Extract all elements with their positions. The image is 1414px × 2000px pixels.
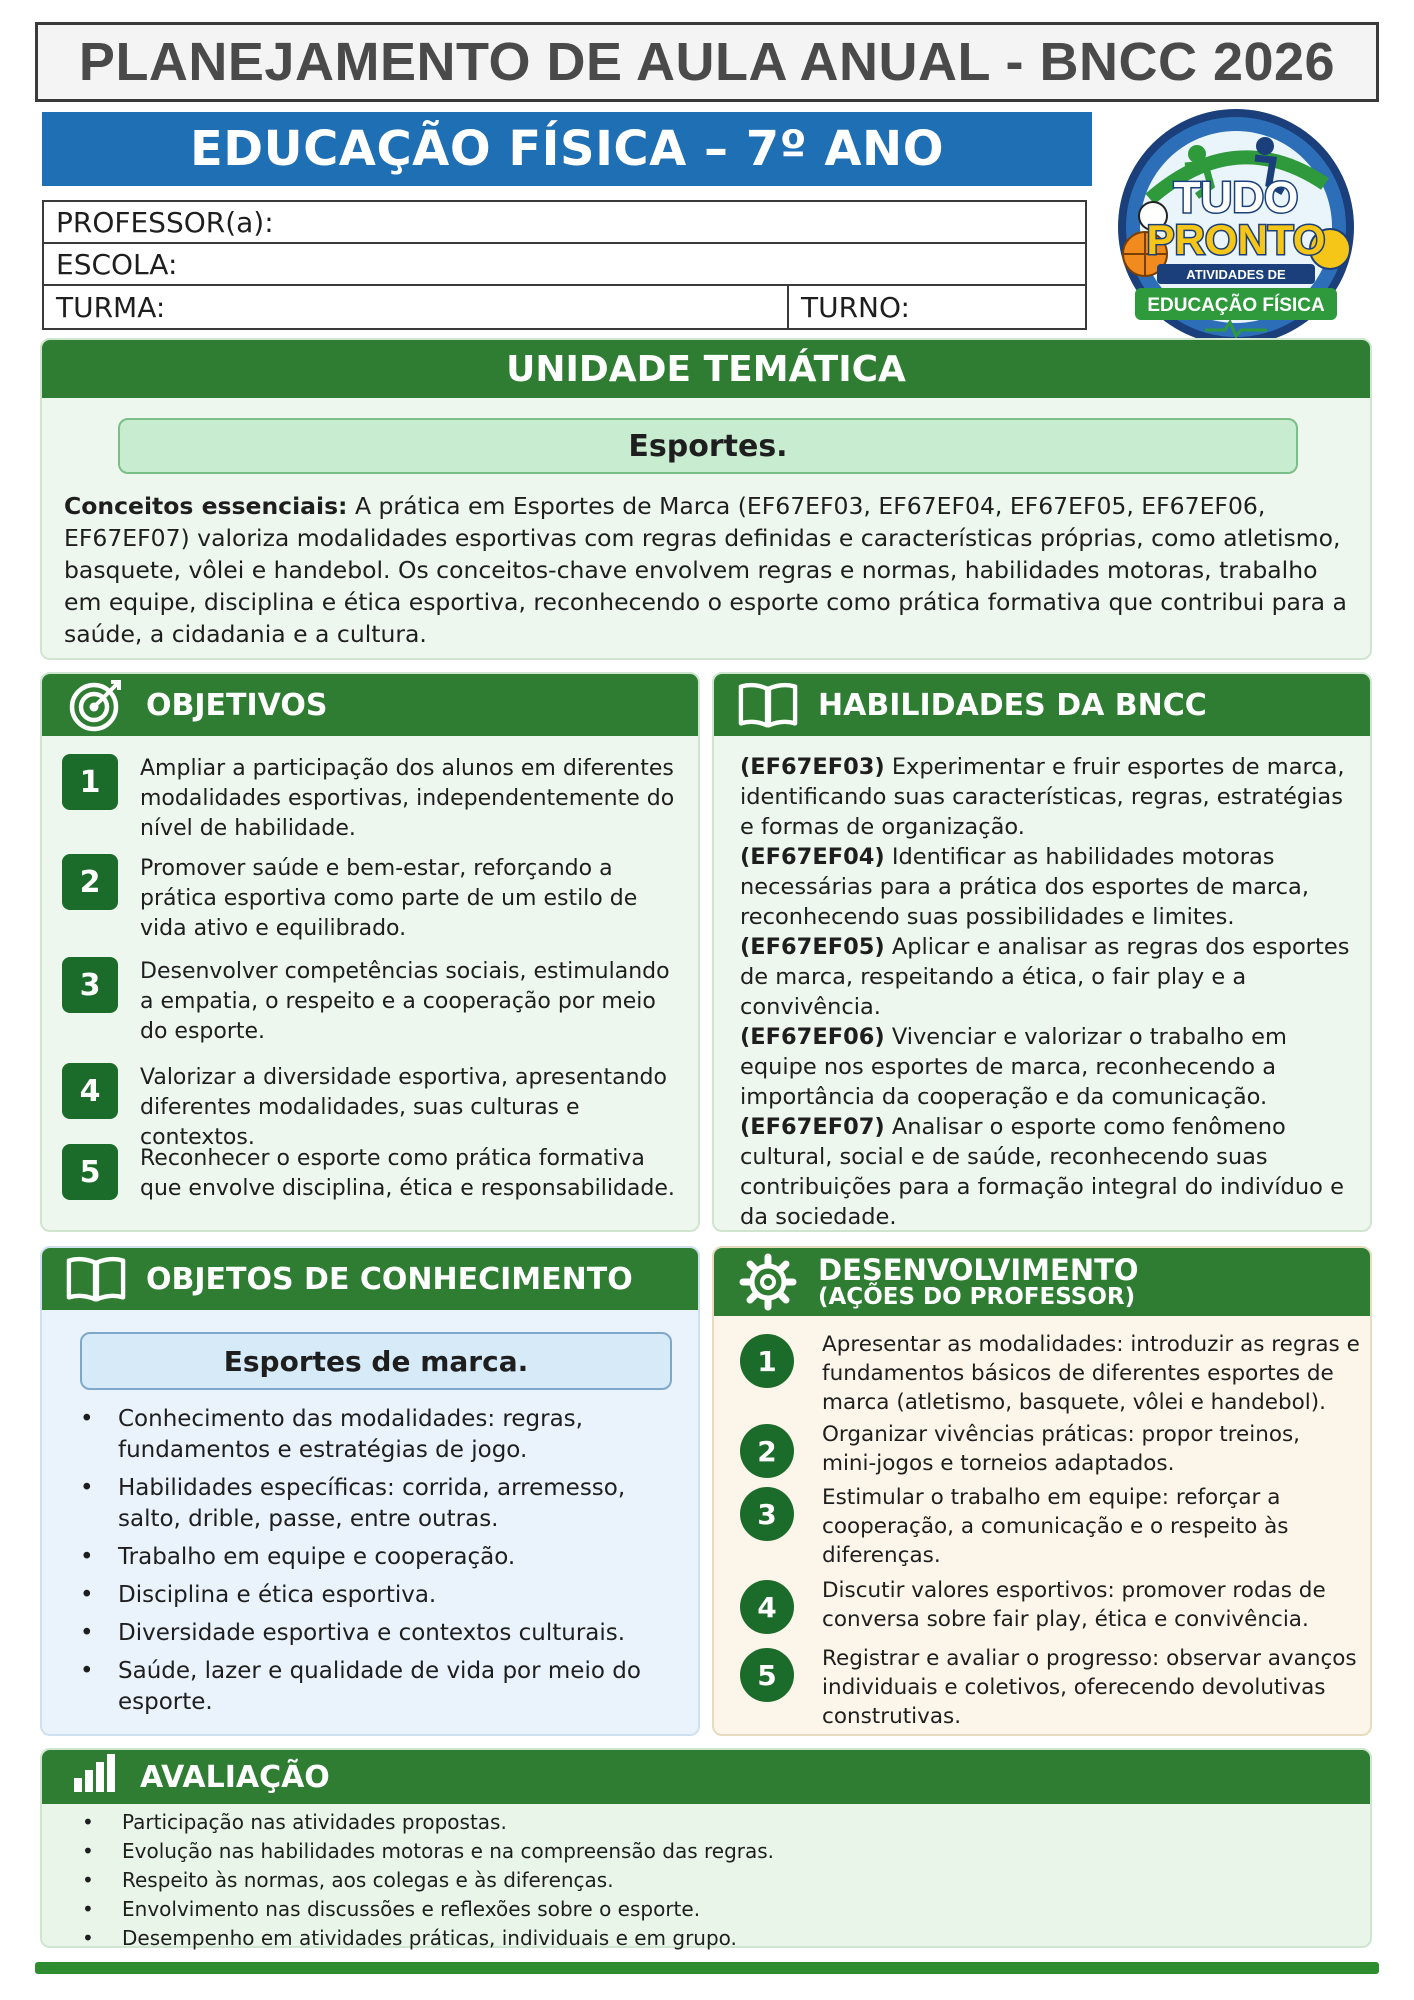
logo-line1: TUDO — [1173, 173, 1299, 222]
open-book-icon — [66, 1249, 126, 1309]
objetivo-number: 1 — [62, 754, 118, 810]
list-item: • Conhecimento das modalidades: regras, fundamentos e estratégias de jogo. — [80, 1404, 680, 1466]
desenvolvimento-text: Discutir valores esportivos: promover rodas de conversa sobre fair play, ética e convivência. — [822, 1578, 1326, 1632]
desenvolvimento-text: Estimular o trabalho em equipe: reforçar a cooperação, a comunicação e o respeito às diferenças. — [822, 1485, 1289, 1568]
list-item: • Saúde, lazer e qualidade de vida por meio do esporte. — [80, 1656, 680, 1718]
objetivo-number: 5 — [62, 1144, 118, 1200]
habilidade-item — [740, 1112, 1360, 1232]
desenvolvimento-section — [712, 1246, 1372, 1736]
list-item: • Respeito às normas, aos colegas e às diferenças. — [82, 1866, 1282, 1895]
habilidades-list — [740, 752, 1360, 1232]
list-item: • Diversidade esportiva e contextos culturais. — [80, 1618, 680, 1649]
habilidade-item — [740, 842, 1360, 932]
desenvolvimento-number: 1 — [740, 1334, 794, 1388]
page-title: PLANEJAMENTO DE AULA ANUAL - BNCC 2026 — [35, 22, 1379, 102]
list-item: • Disciplina e ética esportiva. — [80, 1580, 680, 1611]
objetivo-item — [62, 754, 687, 844]
habilidade-code: (EF67EF06) — [740, 1024, 885, 1050]
conceitos-text: A prática em Esportes de Marca (EF67EF03, EF67EF04, EF67EF05, EF67EF06, EF67EF07) valoriza modalidades esportivas com regras definidas e características próprias, como atletismo, basquete, vôlei e handebol. Os conceitos-chave envolvem regras e normas, habilidades motoras, trabalho em equipe, disciplina e ética esportiva, reconhecendo o esporte como prática formativa que contribui para a saúde, a cidadania e a cultura. — [64, 492, 1347, 648]
desenvolvimento-item — [740, 1576, 1360, 1634]
list-item: • Trabalho em equipe e cooperação. — [80, 1542, 680, 1573]
escola-field[interactable]: ESCOLA: — [44, 244, 1085, 286]
avaliacao-list — [82, 1808, 1282, 1953]
unidade-header: UNIDADE TEMÁTICA — [42, 340, 1370, 398]
objetivos-header — [42, 674, 698, 736]
habilidades-section — [712, 672, 1372, 1232]
desenvolvimento-header — [714, 1248, 1370, 1316]
habilidade-text: Identificar as habilidades motoras necessárias para a prática dos esportes de marca, reconhecendo suas possibilidades e limites. — [740, 844, 1309, 930]
avaliacao-title: AVALIAÇÃO — [140, 1759, 330, 1795]
habilidades-header — [714, 674, 1370, 736]
desenvolvimento-number: 3 — [740, 1487, 794, 1541]
list-item: • Participação nas atividades propostas. — [82, 1808, 1282, 1837]
conceitos-label: Conceitos essenciais: — [64, 492, 348, 520]
desenvolvimento-number: 2 — [740, 1424, 794, 1478]
logo-line4: EDUCAÇÃO FÍSICA — [1147, 295, 1325, 316]
desenvolvimento-text: Registrar e avaliar o progresso: observar avanços individuais e coletivos, oferecendo devolutivas construtivas. — [822, 1646, 1357, 1729]
objetivo-item — [62, 957, 687, 1047]
habilidade-code: (EF67EF05) — [740, 934, 885, 960]
habilidade-text: Aplicar e analisar as regras dos esportes de marca, respeitando a ética, o fair play e a convivência. — [740, 934, 1350, 1020]
habilidade-code: (EF67EF04) — [740, 844, 885, 870]
bar-chart-icon — [72, 1752, 120, 1802]
objetivo-text: Valorizar a diversidade esportiva, apresentando diferentes modalidades, suas culturas e contextos. — [140, 1065, 667, 1150]
list-item: • Evolução nas habilidades motoras e na compreensão das regras. — [82, 1837, 1282, 1866]
desenvolvimento-item — [740, 1483, 1360, 1570]
gear-icon — [738, 1252, 798, 1312]
objetivo-item — [62, 1063, 687, 1153]
desenvolvimento-number: 5 — [740, 1648, 794, 1702]
unidade-tematica-section — [40, 338, 1372, 660]
list-item: • Habilidades específicas: corrida, arremesso, salto, drible, passe, entre outras. — [80, 1473, 680, 1535]
conceitos-essenciais — [64, 490, 1354, 650]
objetivo-number: 2 — [62, 854, 118, 910]
desenvolvimento-item — [740, 1420, 1360, 1478]
desenvolvimento-title-block — [818, 1252, 1139, 1311]
avaliacao-section — [40, 1748, 1372, 1948]
objetivos-section — [40, 672, 700, 1232]
avaliacao-header — [42, 1750, 1370, 1804]
objetivo-item — [62, 1144, 687, 1204]
subject-banner: EDUCAÇÃO FÍSICA – 7º ANO — [42, 112, 1092, 186]
desenvolvimento-item — [740, 1644, 1360, 1731]
objetos-tema: Esportes de marca. — [80, 1332, 672, 1390]
objetos-title: OBJETOS DE CONHECIMENTO — [146, 1261, 633, 1297]
objetivo-text: Desenvolver competências sociais, estimulando a empatia, o respeito e a cooperação por meio do esporte. — [140, 959, 670, 1044]
habilidade-text: Analisar o esporte como fenômeno cultural, social e de saúde, reconhecendo suas contribuições para a formação integral do indivíduo e da sociedade. — [740, 1114, 1344, 1230]
target-icon — [66, 675, 126, 735]
objetos-list — [80, 1404, 680, 1725]
info-table — [42, 200, 1087, 330]
habilidade-code: (EF67EF03) — [740, 754, 885, 780]
turma-field[interactable]: TURMA: — [44, 286, 789, 328]
habilidade-item — [740, 752, 1360, 842]
logo-line2: PRONTO — [1146, 216, 1326, 263]
list-item: • Desempenho em atividades práticas, individuais e em grupo. — [82, 1924, 1282, 1953]
habilidade-text: Experimentar e fruir esportes de marca, identificando suas características, regras, estratégias e formas de organização. — [740, 754, 1345, 840]
turma-turno-row — [44, 286, 1085, 328]
professor-field[interactable]: PROFESSOR(a): — [44, 202, 1085, 244]
habilidade-item — [740, 932, 1360, 1022]
habilidade-item — [740, 1022, 1360, 1112]
objetivo-text: Ampliar a participação dos alunos em diferentes modalidades esportivas, independentemente do nível de habilidade. — [140, 756, 675, 841]
objetivo-text: Reconhecer o esporte como prática formativa que envolve disciplina, ética e responsabilidade. — [140, 1146, 675, 1201]
tudo-pronto-logo — [1105, 104, 1367, 350]
desenvolvimento-item — [740, 1330, 1360, 1417]
objetivo-number: 3 — [62, 957, 118, 1013]
objetivos-title: OBJETIVOS — [146, 687, 328, 723]
desenvolvimento-number: 4 — [740, 1580, 794, 1634]
open-book-icon — [738, 675, 798, 735]
objetivo-item — [62, 854, 687, 944]
desenvolvimento-subtitle: (AÇÕES DO PROFESSOR) — [818, 1284, 1136, 1311]
habilidades-title: HABILIDADES DA BNCC — [818, 687, 1207, 723]
habilidade-text: Vivenciar e valorizar o trabalho em equipe nos esportes de marca, reconhecendo a importância da cooperação e da comunicação. — [740, 1024, 1287, 1110]
footer-bar — [35, 1962, 1379, 1974]
list-item: • Envolvimento nas discussões e reflexões sobre o esporte. — [82, 1895, 1282, 1924]
desenvolvimento-title: DESENVOLVIMENTO — [818, 1252, 1139, 1287]
turno-field[interactable]: TURNO: — [801, 290, 910, 324]
objetos-header — [42, 1248, 698, 1310]
unidade-tema: Esportes. — [118, 418, 1298, 474]
habilidade-code: (EF67EF07) — [740, 1114, 885, 1140]
desenvolvimento-text: Apresentar as modalidades: introduzir as regras e fundamentos básicos de diferentes esportes de marca (atletismo, basquete, vôlei e handebol). — [822, 1332, 1360, 1415]
objetos-section — [40, 1246, 700, 1736]
objetivo-number: 4 — [62, 1063, 118, 1119]
logo-line3: ATIVIDADES DE — [1186, 267, 1286, 282]
objetivo-text: Promover saúde e bem-estar, reforçando a prática esportiva como parte de um estilo de vida ativo e equilibrado. — [140, 856, 638, 941]
desenvolvimento-text: Organizar vivências práticas: propor treinos, mini-jogos e torneios adaptados. — [822, 1422, 1301, 1476]
